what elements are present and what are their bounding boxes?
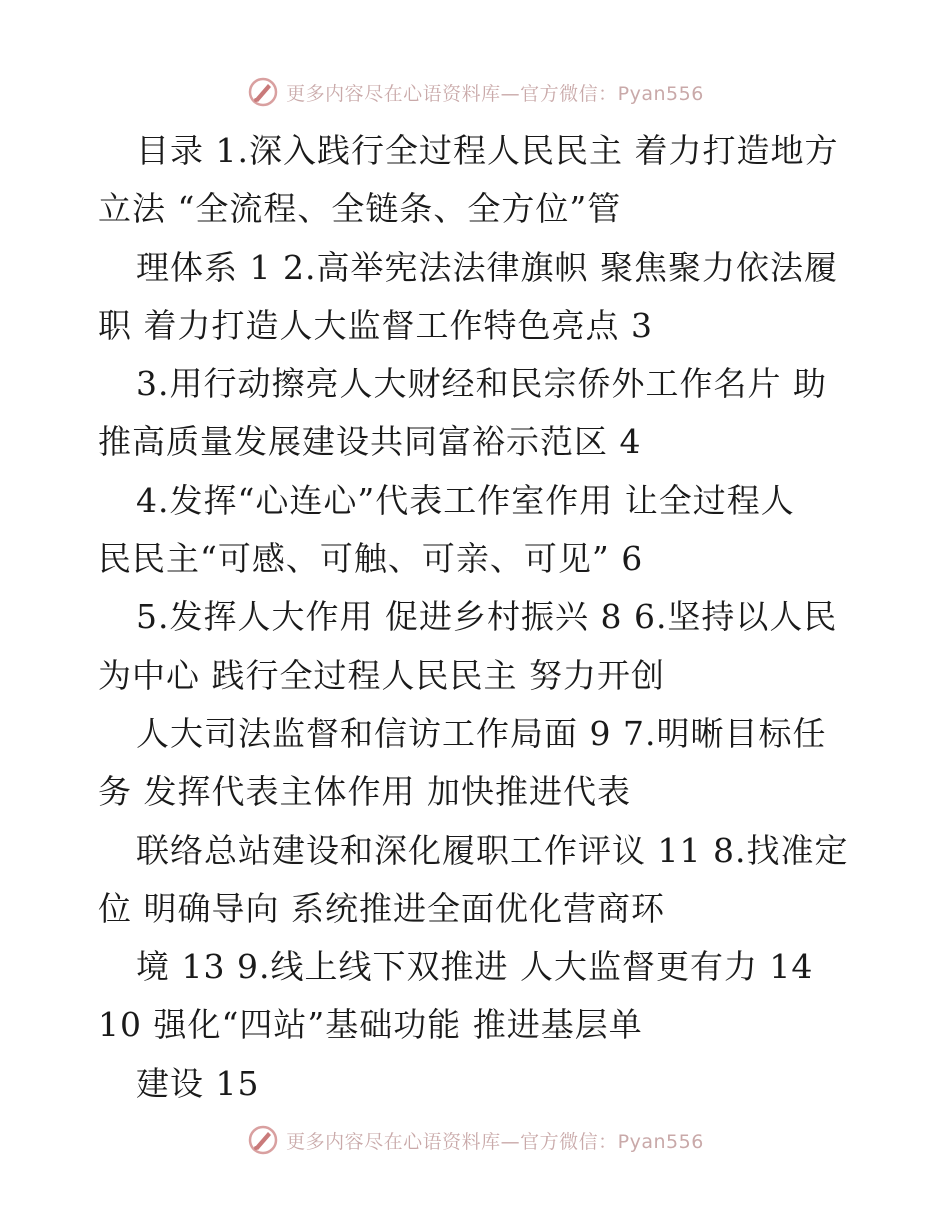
footer-watermark <box>0 1120 950 1160</box>
toc-line: 5.发挥人大作用 促进乡村振兴 8 6.坚持以人民 <box>136 597 838 637</box>
toc-line: 人大司法监督和信访工作局面 9 7.明晰目标任 <box>136 713 827 753</box>
toc-line: 境 13 9.线上线下双推进 人大监督更有力 14 <box>136 947 814 987</box>
toc-line: 3.用行动擦亮人大财经和民宗侨外工作名片 助 <box>136 364 827 404</box>
logo-icon <box>246 1123 280 1157</box>
watermark-text: 更多内容尽在心语资料库—官方微信：Pyan556 <box>286 1130 704 1153</box>
toc-line: 建设 15 <box>136 1063 260 1103</box>
watermark-text: 更多内容尽在心语资料库—官方微信：Pyan556 <box>286 82 704 105</box>
table-of-contents <box>98 122 858 1113</box>
toc-line: 立法 “全流程、全链条、全方位”管 <box>98 189 622 229</box>
toc-line: 目录 1.深入践行全过程人民民主 着力打造地方 <box>136 131 839 170</box>
toc-line: 理体系 1 2.高举宪法法律旗帜 聚焦聚力依法履 <box>136 247 838 287</box>
header-watermark <box>0 72 950 112</box>
toc-line: 联络总站建设和深化履职工作评议 11 8.找准定 <box>136 830 849 870</box>
logo-icon <box>246 75 280 109</box>
toc-line: 职 着力打造人大监督工作特色亮点 3 <box>98 305 653 345</box>
toc-line: 为中心 践行全过程人民民主 努力开创 <box>98 655 665 695</box>
toc-line: 推高质量发展建设共同富裕示范区 4 <box>98 422 642 462</box>
toc-line: 务 发挥代表主体作用 加快推进代表 <box>98 772 631 812</box>
toc-line: 10 强化“四站”基础功能 推进基层单 <box>98 1005 643 1045</box>
toc-line: 4.发挥“心连心”代表工作室作用 让全过程人 <box>136 480 795 520</box>
toc-line: 位 明确导向 系统推进全面优化营商环 <box>98 888 665 928</box>
toc-line: 民民主“可感、可触、可亲、可见” 6 <box>98 539 644 579</box>
